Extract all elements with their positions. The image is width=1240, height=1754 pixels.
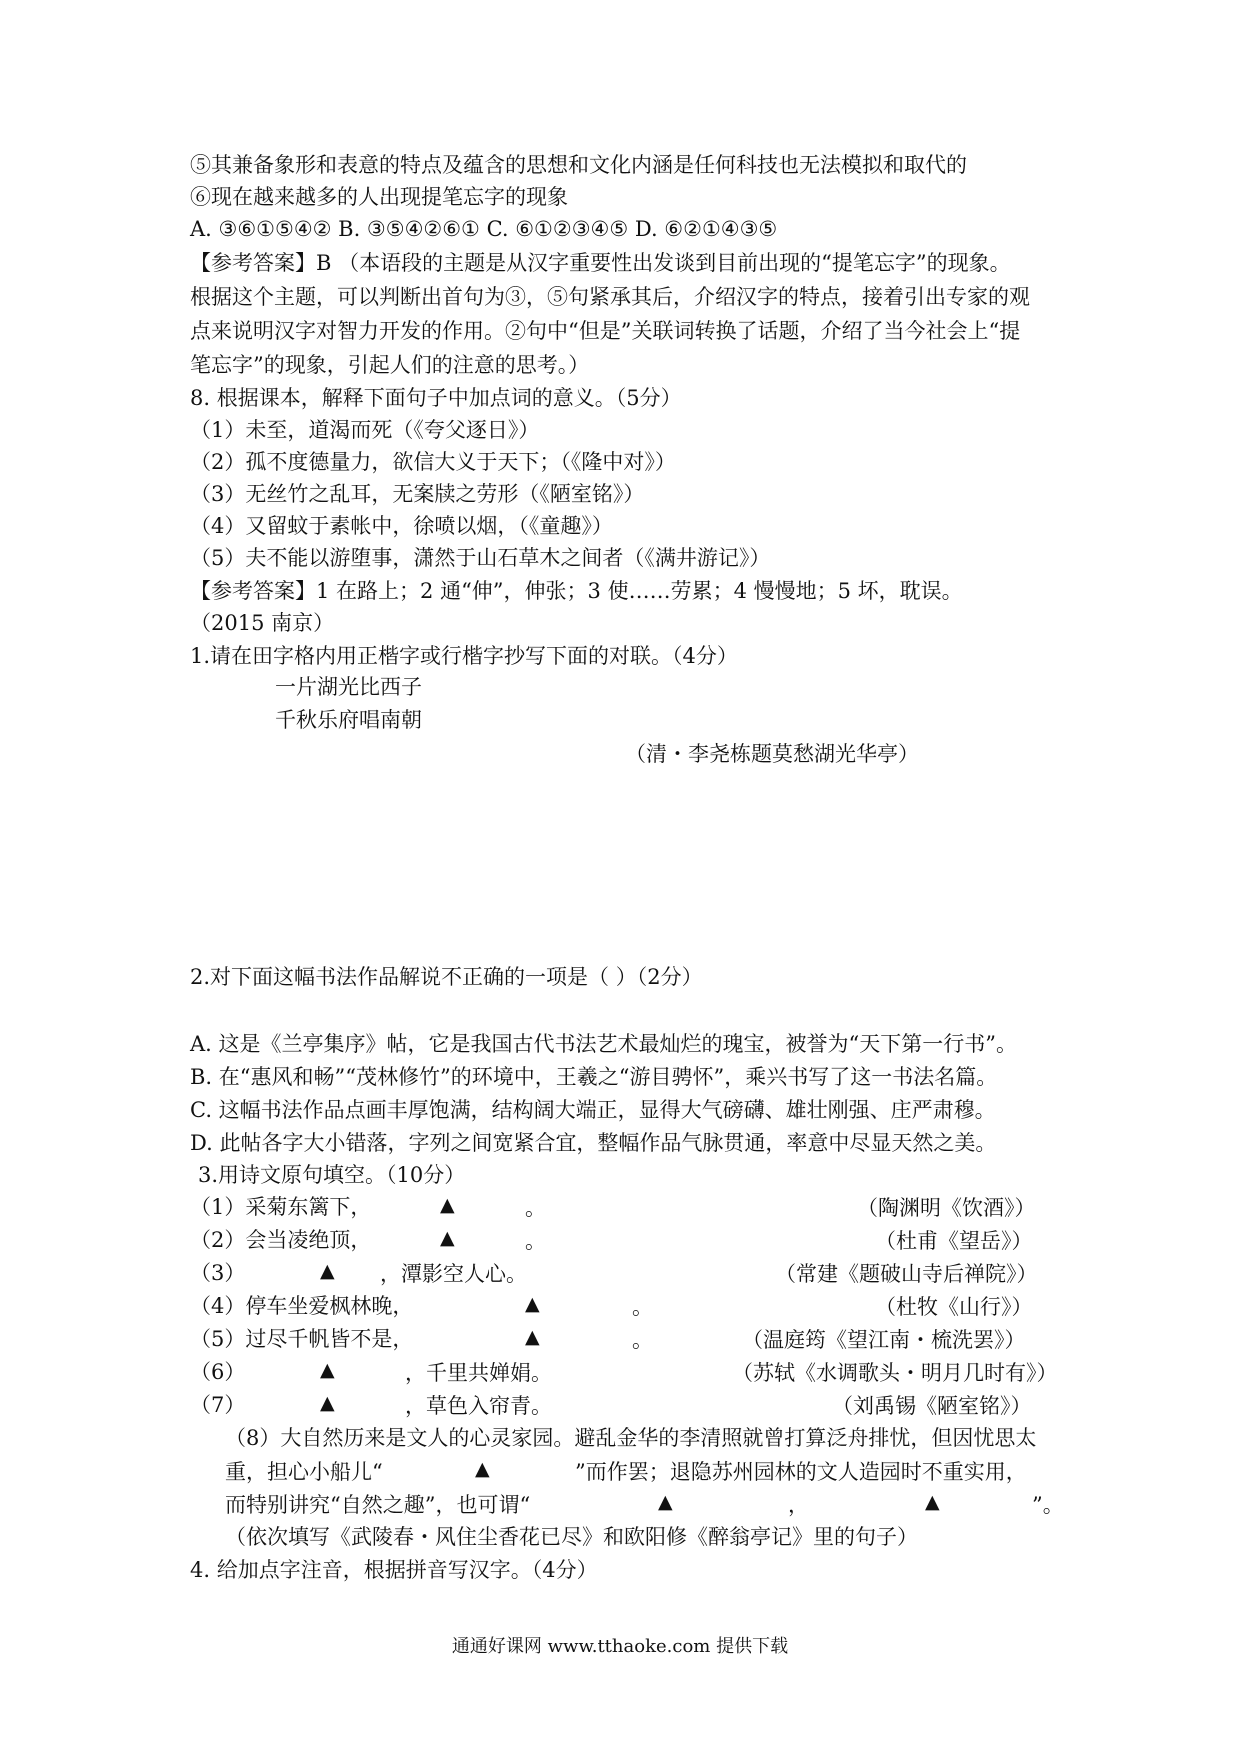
q8-item-5: （5）夫不能以游堕事，潇然于山石草木之间者（《满井游记》） <box>190 546 771 570</box>
q3-item-8-line-3c: ”。 <box>1032 1493 1064 1517</box>
option-6: ⑥现在越来越多的人出现提笔忘字的现象 <box>190 185 568 209</box>
q8-item-3: （3）无丝竹之乱耳，无案牍之劳形（《陋室铭》） <box>190 482 645 506</box>
q3-item-6-post: ，千里共婵娟。 <box>405 1361 552 1385</box>
q3-item-3-text: （3） <box>190 1261 246 1285</box>
blank-triangle-icon: ▲ <box>440 1194 455 1216</box>
q3-item-7-source: （刘禹锡《陋室铭》） <box>832 1394 1032 1418</box>
question-2-title: 2.对下面这幅书法作品解说不正确的一项是（ ）（2分） <box>190 965 703 989</box>
q3-item-2-source: （杜甫《望岳》） <box>875 1229 1033 1253</box>
q2-option-a: A. 这是《兰亭集序》帖，它是我国古代书法艺术最灿烂的瑰宝，被誉为“天下第一行书”。 <box>190 1032 1017 1056</box>
q8-item-4: （4）又留蚊于素帐中，徐喷以烟，（《童趣》） <box>190 514 613 538</box>
blank-triangle-icon: ▲ <box>475 1458 490 1480</box>
q3-item-5-text: （5）过尽千帆皆不是， <box>190 1327 414 1351</box>
reference-answer-line-4: 笔忘字”的现象，引起人们的注意的思考。） <box>190 353 590 377</box>
page-footer: 通通好课网 www.tthaoke.com 提供下载 <box>451 1636 789 1657</box>
q2-option-d: D. 此帖各字大小错落，字列之间宽紧合宜，整幅作品气脉贯通，率意中尽显天然之美。 <box>190 1131 997 1155</box>
q3-item-4-post: 。 <box>632 1295 653 1319</box>
question-8-title: 8. 根据课本，解释下面句子中加点词的意义。（5分） <box>190 386 682 410</box>
blank-triangle-icon: ▲ <box>320 1260 335 1282</box>
q3-item-3-post: ，潭影空人心。 <box>380 1262 527 1286</box>
reference-answer-line-2: 根据这个主题，可以判断出首句为③，⑤句紧承其后，介绍汉字的特点，接着引出专家的观 <box>190 285 1030 309</box>
q3-item-8-line-2b: ”而作罢；退隐苏州园林的文人造园时不重实用， <box>575 1460 1027 1484</box>
couplet-source: （清・李尧栋题莫愁湖光华亭） <box>625 742 919 766</box>
q2-option-c: C. 这幅书法作品点画丰厚饱满，结构阔大端正，显得大气磅礴、雄壮刚强、庄严肃穆。 <box>190 1098 996 1122</box>
q3-item-8-line-4: （依次填写《武陵春・风住尘香花已尽》和欧阳修《醉翁亭记》里的句子） <box>225 1525 918 1549</box>
q3-item-5-source: （温庭筠《望江南・梳洗罢》） <box>742 1328 1026 1352</box>
blank-triangle-icon: ▲ <box>320 1359 335 1381</box>
q3-item-7-text: （7） <box>190 1393 246 1417</box>
q3-item-2-text: （2）会当凌绝顶， <box>190 1228 372 1252</box>
couplet-line-1: 一片湖光比西子 <box>275 675 422 699</box>
reference-answer-line-3: 点来说明汉字对智力开发的作用。②句中“但是”关联词转换了话题，介绍了当今社会上“提 <box>190 319 1021 343</box>
blank-triangle-icon: ▲ <box>525 1293 540 1315</box>
blank-triangle-icon: ▲ <box>320 1392 335 1414</box>
q3-item-1-text: （1）采菊东篱下， <box>190 1195 372 1219</box>
q3-item-8-line-1: （8）大自然历来是文人的心灵家园。避乱金华的李清照就曾打算泛舟排忧，但因忧思太 <box>225 1426 1037 1450</box>
question-1-title: 1.请在田字格内用正楷字或行楷字抄写下面的对联。（4分） <box>190 644 738 668</box>
blank-triangle-icon: ▲ <box>658 1491 673 1513</box>
q3-item-2-post: 。 <box>525 1229 546 1253</box>
q3-item-5-post: 。 <box>632 1328 653 1352</box>
q3-item-8-line-3b: ， <box>788 1493 809 1517</box>
q3-item-1-source: （陶渊明《饮酒》） <box>857 1196 1036 1220</box>
blank-triangle-icon: ▲ <box>925 1491 940 1513</box>
q8-item-1: （1）未至，道渴而死（《夸父逐日》） <box>190 418 540 442</box>
answer-choices: A. ③⑥①⑤④② B. ③⑤④②⑥① C. ⑥①②③④⑤ D. ⑥②①④③⑤ <box>190 217 778 241</box>
reference-answer-line-1: 【参考答案】B （本语段的主题是从汉字重要性出发谈到目前出现的“提笔忘字”的现象。 <box>190 251 1011 275</box>
blank-triangle-icon: ▲ <box>525 1326 540 1348</box>
q3-item-3-source: （常建《题破山寺后禅院》） <box>775 1262 1038 1286</box>
q8-reference-answer: 【参考答案】1 在路上；2 通“伸”，伸张；3 使……劳累；4 慢慢地；5 坏，耽误。 <box>190 579 963 603</box>
q3-item-6-text: （6） <box>190 1360 246 1384</box>
q3-item-4-text: （4）停车坐爱枫林晚， <box>190 1294 414 1318</box>
q2-option-b: B. 在“惠风和畅”“茂林修竹”的环境中，王羲之“游目骋怀”，乘兴书写了这一书法名篇。 <box>190 1065 998 1089</box>
question-3-title: 3.用诗文原句填空。（10分） <box>198 1163 466 1187</box>
q3-item-8-line-2a: 重，担心小船儿“ <box>225 1460 383 1484</box>
section-header: （2015 南京） <box>190 611 335 635</box>
q3-item-1-post: 。 <box>525 1196 546 1220</box>
q3-item-7-post: ，草色入帘青。 <box>405 1394 552 1418</box>
q3-item-8-line-3a: 而特别讲究“自然之趣”，也可谓“ <box>225 1493 531 1517</box>
blank-triangle-icon: ▲ <box>440 1227 455 1249</box>
option-5: ⑤其兼备象形和表意的特点及蕴含的思想和文化内涵是任何科技也无法模拟和取代的 <box>190 153 967 177</box>
q3-item-4-source: （杜牧《山行》） <box>875 1295 1033 1319</box>
q8-item-2: （2）孤不度德量力，欲信大义于天下；（《隆中对》） <box>190 450 676 474</box>
question-4-title: 4. 给加点字注音，根据拼音写汉字。（4分） <box>190 1558 598 1582</box>
q3-item-6-source: （苏轼《水调歌头・明月几时有》） <box>732 1361 1058 1385</box>
couplet-line-2: 千秋乐府唱南朝 <box>275 708 422 732</box>
